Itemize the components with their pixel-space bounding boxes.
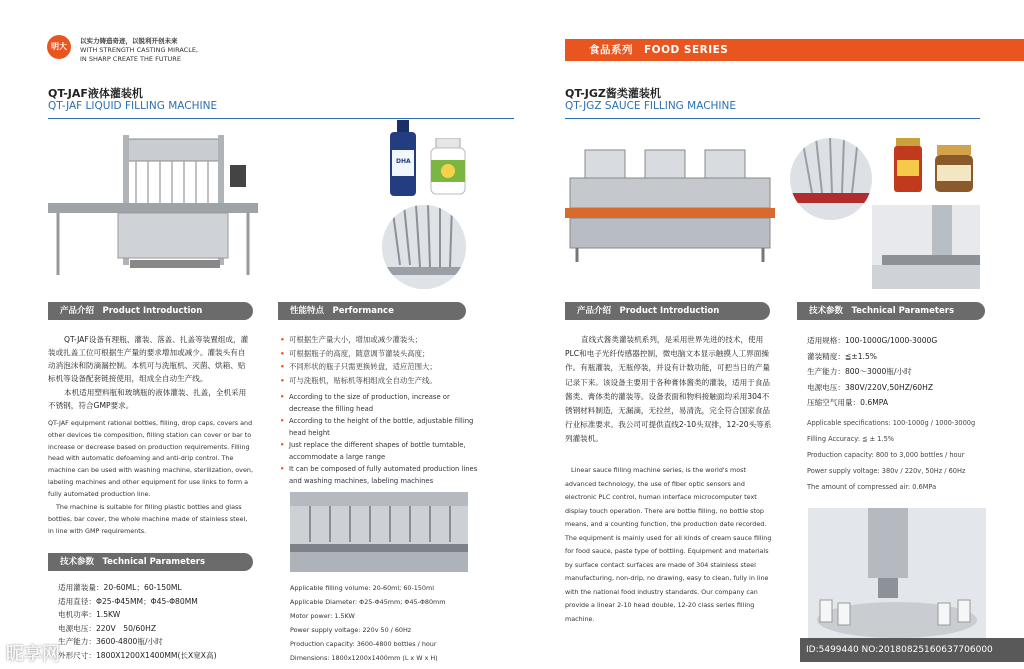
watermark: 昵享网 bbox=[6, 644, 60, 665]
left-perf-en-list bbox=[280, 391, 480, 487]
left-intro-en-2: The machine is suitable for filling plastic bottles and glass bottles, bar cover, the whole machine made of stainless steel, in line with GMP requirements. bbox=[48, 503, 248, 535]
perf-cn-item: • 可根据生产量大小，增加或减少灌装头； bbox=[280, 333, 480, 347]
sauce-jar-image bbox=[893, 138, 923, 193]
company-logo: 明大 bbox=[47, 35, 71, 59]
dha-bottle-image bbox=[388, 120, 418, 198]
bottle-capping-photo bbox=[808, 508, 986, 640]
right-intro-cn: 直线式酱类灌装机系列，是采用世界先进的技术，使用PLC和电子光纤传感器控制，微电脑文本显示触摸人工界面操作。有瓶灌装，无瓶停装，并设有计数功能，可把当日的产量记录下来。该设备主要用于各种膏体酱类的灌装，适用于食品酱类、膏体类的灌装等。设备表面和物料接触面均采用304不锈钢材料制造，无漏滴，无拉丝，易清洗，完全符合国家食品行业标准要求。我公司可提供直线2-10头双排，12-20头等系列灌装机。 bbox=[565, 335, 772, 444]
tech-en-item: Power supply voltage: 380v / 220v, 50Hz / 60Hz bbox=[807, 467, 966, 475]
dha-label: DHA bbox=[396, 158, 411, 165]
slogan-cn: 以实力铸造奇迹，以锐利开创未来 bbox=[80, 37, 178, 45]
peanut-butter-jar-image bbox=[935, 145, 973, 193]
perf-cn-item: • 可与洗瓶机，贴标机等相组成全自动生产线。 bbox=[280, 374, 480, 388]
right-intro-header: 产品介绍 Product Introduction bbox=[565, 302, 770, 320]
liquid-filling-machine-photo bbox=[48, 125, 258, 285]
capping-unit-photo bbox=[872, 205, 980, 289]
left-intro-cn-2: 本机适用塑料瓶和玻璃瓶的液体灌装、扎盖，全机采用不锈钢，符合GMP要求。 bbox=[48, 388, 247, 410]
left-intro-en-1: QT-JAF equipment rational bottles, filling, drop caps, covers and other devices tie composition, filling station can cover or bar to increase or decrease based on production requirements. Filling head with automatic defoaming and anti-drip control. The machine can be used with washing machine, sterilization, oven, labeling machines and other equipment for use links to form a fully automated production line. bbox=[48, 419, 253, 498]
perf-cn-item: • 可根据瓶子的高度，随意调节灌装头高度； bbox=[280, 347, 480, 361]
right-title-en: QT-JGZ SAUCE FILLING MACHINE bbox=[565, 100, 737, 112]
filling-nozzle-closeup bbox=[382, 205, 466, 289]
tech-cn-item: 外形尺寸：1800X1200X1400MM(长X宽X高) bbox=[58, 650, 217, 660]
left-tech-header: 技术参数 Technical Parameters bbox=[48, 553, 253, 571]
tech-en-item: Production capacity: 3600-4800 bottles / hour bbox=[290, 640, 437, 648]
left-tech-en-list bbox=[290, 581, 480, 665]
tech-cn-item: 电机功率：1.5KW bbox=[58, 610, 121, 619]
tech-cn-item: 生产能力：3600-4800瓶/小时 bbox=[58, 637, 163, 646]
tech-en-item: The amount of compressed air: 0.6MPa bbox=[807, 483, 937, 491]
tech-en-item: Applicable Diameter: Φ25-Φ45mm; Φ45-Φ80mm bbox=[290, 598, 446, 606]
tech-en-item: Dimensions: 1800x1200x1400mm (L x W x H) bbox=[290, 654, 438, 662]
tech-en-item: Power supply voltage: 220v 50 / 60Hz bbox=[290, 626, 412, 634]
tech-cn-item: 适用灌装量：20-60ML；60-150ML bbox=[58, 583, 182, 592]
right-intro-en: Linear sauce filling machine series, is the world's most advanced technology, the use of fiber optic sensors and electronic PLC control, human interface microcomputer text display touch operation. There are bottle filling, no bottle stop means, and a counting function, the production date recorded. The equipment is mainly used for all kinds of cream sauce filling for food sauce, paste type of bottling. Equipment and materials by surface contact surfaces are made of 304 stainless steel manufacturing, non-drip, no drawing, easy to clean, fully in line with the national food industry standards. Our company can provide a linear 2-10 head double, 12-20 class series filling machine. bbox=[565, 466, 772, 623]
perf-cn-item: • 不同形状的瓶子只需更换转盘，适应范围大； bbox=[280, 360, 480, 374]
sauce-filling-machine-photo bbox=[565, 140, 775, 265]
right-title-rule bbox=[565, 118, 980, 119]
left-perf-cn-list bbox=[280, 333, 480, 387]
left-title-cn: QT-JAF液体灌装机 bbox=[48, 87, 143, 100]
tech-en-item: Production capacity: 800 to 3,000 bottles / hour bbox=[807, 451, 965, 459]
tech-en-item: Motor power: 1.5KW bbox=[290, 612, 355, 620]
production-line-photo bbox=[290, 492, 468, 572]
left-intro-header: 产品介绍 Product Introduction bbox=[48, 302, 253, 320]
series-banner: 食品系列 FOOD SERIES bbox=[565, 39, 1024, 61]
left-title-en: QT-JAF LIQUID FILLING MACHINE bbox=[48, 100, 218, 112]
left-intro-cn-1: QT-JAF设备有理瓶、灌装、落盖、扎盖等装置组成，灌装或扎盖工位可根据生产量的要求增加或减少。灌装头有自动消泡沫和防滴漏控制。本机可与洗瓶机、灭菌、烘箱、贴标机等设备配套链接使用，组成全自动生产线。 bbox=[48, 335, 249, 383]
tech-cn-item: 压缩空气用量：0.6MPA bbox=[807, 398, 889, 407]
company-slogan bbox=[80, 37, 230, 64]
image-id-bar: ID:5499440 NO:20180825160637706000 bbox=[800, 638, 1024, 662]
tech-en-item: Applicable specifications: 100-1000g / 1000-3000g bbox=[807, 419, 976, 427]
tech-cn-item: 灌装精度：≦±1.5% bbox=[807, 351, 877, 361]
tech-en-item: Applicable filling volume: 20-60ml; 60-150ml bbox=[290, 584, 435, 592]
right-tech-cn-list bbox=[807, 333, 1007, 411]
tech-cn-item: 适用直径：Φ25-Φ45MM；Φ45-Φ80MM bbox=[58, 596, 198, 606]
right-tech-en-list bbox=[807, 415, 1007, 495]
slogan-en-1: WITH STRENGTH CASTING MIRACLE, bbox=[80, 46, 198, 54]
right-title-cn: QT-JGZ酱类灌装机 bbox=[565, 87, 661, 100]
supplement-jar-image bbox=[428, 138, 468, 196]
slogan-en-2: IN SHARP CREATE THE FUTURE bbox=[80, 55, 181, 63]
left-title-rule bbox=[48, 118, 514, 119]
perf-en-item: • According to the height of the bottle, adjustable filling head height bbox=[280, 415, 480, 439]
perf-en-item: • It can be composed of fully automated production lines and washing machines, labeling machines bbox=[280, 463, 480, 487]
tech-cn-item: 生产能力：800～3000瓶/小时 bbox=[807, 367, 912, 376]
sauce-nozzle-closeup bbox=[790, 138, 872, 220]
tech-cn-item: 电源电压：380V/220V,50HZ/60HZ bbox=[807, 382, 934, 392]
tech-en-item: Filling Accuracy: ≦ ± 1.5% bbox=[807, 435, 895, 443]
tech-cn-item: 适用规格：100-1000G/1000-3000G bbox=[807, 336, 938, 345]
right-tech-header: 技术参数 Technical Parameters bbox=[797, 302, 985, 320]
left-tech-cn-list bbox=[58, 581, 273, 662]
perf-en-item: • Just replace the different shapes of bottle turntable, accommodate a large range bbox=[280, 439, 480, 463]
left-perf-header: 性能特点 Performance Characteristics bbox=[278, 302, 466, 320]
perf-en-item: • According to the size of production, increase or decrease the filling head bbox=[280, 391, 480, 415]
tech-cn-item: 电源电压：220V 50/60HZ bbox=[58, 623, 157, 633]
